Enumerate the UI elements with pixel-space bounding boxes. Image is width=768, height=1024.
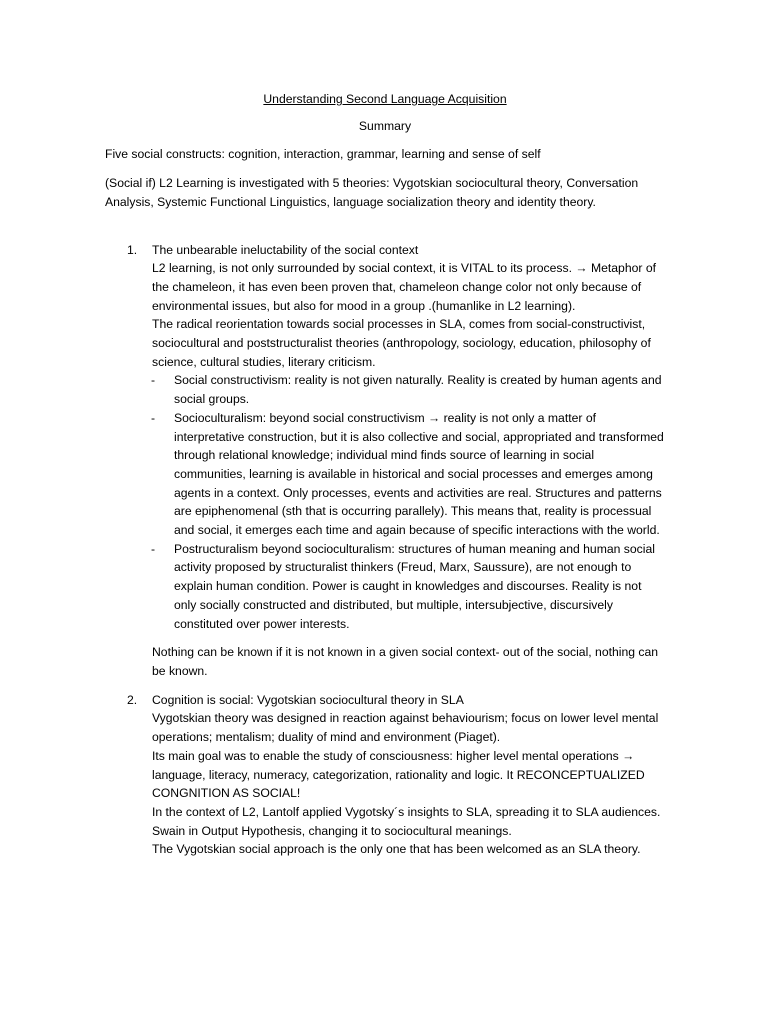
section-paragraph: The Vygotskian social approach is the only one that has been welcomed as an SLA theory. — [152, 842, 641, 857]
list-item — [152, 371, 665, 408]
intro-constructs: Five social constructs: cognition, interaction, grammar, learning and sense of self — [105, 147, 541, 162]
document-subtitle: Summary — [358, 118, 412, 133]
section-number: 1. — [127, 242, 138, 257]
section-2 — [105, 691, 665, 859]
bullet-marker: - — [151, 410, 156, 425]
list-item-text: Socioculturalism: beyond social constructivism → reality is not only a matter of interpretative construction, but it is also collective and social, appropriated and transformed through relational knowledge; individual mind finds source of learning in social communities, learning is available in historical and social processes and emerges among agents in a context. Only processes, events and activities are real. Structures and patterns are epiphenomenal (sth that is occurring parallely). This means that, reality is processual and social, it emerges each time and again because of specific interactions with the world. — [174, 410, 664, 538]
list-item-text: Postructuralism beyond socioculturalism: structures of human meaning and human social activity proposed by structuralist thinkers (Freud, Marx, Saussure), are not enough to explain human condition. Power is caught in knowledges and discourses. Reality is not only socially constructed and distributed, but multiple, intersubjective, discursively constituted over power interests. — [174, 541, 655, 631]
bullet-marker: - — [151, 541, 156, 556]
bullet-list — [152, 371, 665, 633]
bullet-marker: - — [151, 373, 156, 388]
list-item — [152, 540, 665, 634]
section-closing: Nothing can be known if it is not known in a given social context- out of the social, nothing can be known. — [152, 645, 659, 678]
section-paragraph: The radical reorientation towards social processes in SLA, comes from social-constructivist, sociocultural and poststructuralist theories (anthropology, sociology, education, philosophy of science, cultural studies, literary criticism. — [152, 317, 651, 369]
intro-theories: (Social if) L2 Learning is investigated with 5 theories: Vygotskian sociocultural theory, Conversation Analysis, Systemic Functional Linguistics, language socialization theory and identity theory. — [105, 176, 639, 209]
section-paragraph: L2 learning, is not only surrounded by social context, it is VITAL to its process. → Metaphor of the chameleon, it has even been proven that, chameleon change color not only because of environmental issues, but also for mood in a group .(humanlike in L2 learning). — [152, 261, 656, 313]
section-paragraph: Its main goal was to enable the study of consciousness: higher level mental operations → language, literacy, numeracy, categorization, rationality and logic. It RECONCEPTUALIZED CONGNITION AS SOCIAL! — [152, 748, 645, 801]
section-heading: Cognition is social: Vygotskian sociocultural theory in SLA — [152, 692, 464, 707]
section-paragraph: Vygotskian theory was designed in reaction against behaviourism; focus on lower level mental operations; mentalism; duality of mind and environment (Piaget). — [152, 711, 659, 745]
list-item — [152, 409, 665, 540]
section-heading: The unbearable ineluctability of the social context — [152, 242, 419, 257]
document-title: Understanding Second Language Acquisition — [263, 92, 507, 106]
list-item-text: Social constructivism: reality is not given naturally. Reality is created by human agents and social groups. — [174, 373, 662, 407]
section-1 — [105, 241, 665, 681]
section-number: 2. — [127, 692, 138, 707]
document-body — [105, 90, 665, 859]
section-paragraph: In the context of L2, Lantolf applied Vygotsky´s insights to SLA, spreading it to SLA audiences. Swain in Output Hypothesis, changing it to sociocultural meanings. — [152, 804, 661, 838]
